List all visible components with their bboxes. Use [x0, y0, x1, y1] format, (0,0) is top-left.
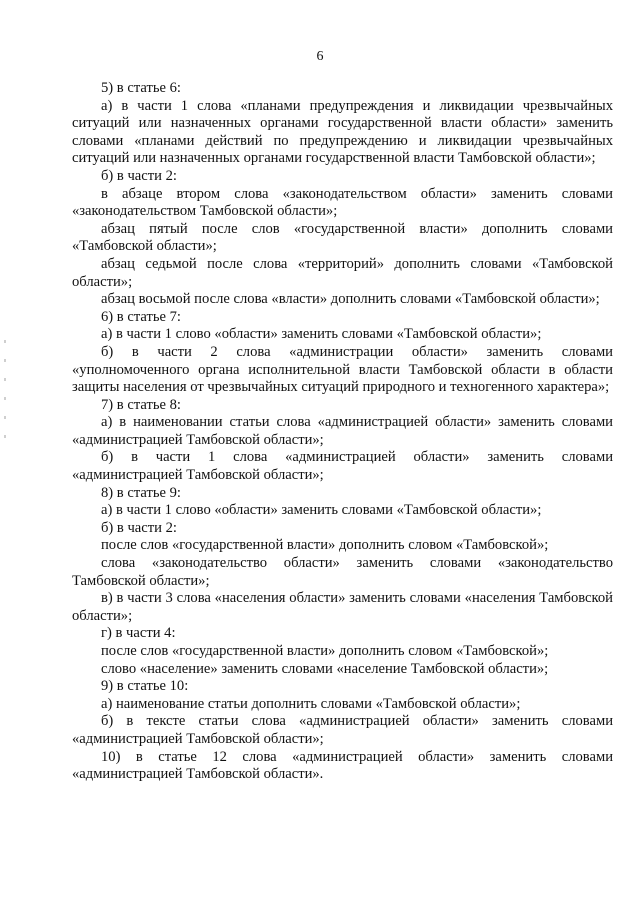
paragraph: б) в части 2:: [101, 519, 177, 536]
paragraph: слова «законодательство области» заменить словами «законодательство Тамбовской области»;: [72, 555, 613, 589]
paragraph: после слов «государственной власти» дополнить словом «Тамбовской»;: [101, 643, 549, 659]
paragraph: абзац седьмой после слова «территорий» дополнить словами «Тамбовской области»;: [72, 255, 613, 290]
paragraph: г) в части 4:: [101, 625, 176, 642]
paragraph: б) в части 2 слова «администрации области» заменить словами «уполномоченного органа исполнительной власти Тамбовской области в области защиты населения от чрезвычайных ситуаций природного и техногенного характера»;: [72, 343, 613, 396]
paragraph: 7) в статье 8:: [101, 396, 181, 413]
scan-mark: [4, 416, 6, 419]
scan-mark: [4, 435, 6, 438]
paragraph: в абзаце втором слова «законодательством области» заменить словами «законодательством Тамбовской области»;: [72, 185, 613, 220]
paragraph: в) в части 3 слова «населения области» заменить словами «населения Тамбовской области»;: [72, 590, 613, 624]
paragraph: а) в наименовании статьи слова «администрацией области» заменить словами «администрацией Тамбовской области»;: [72, 414, 613, 448]
paragraph: 9) в статье 10:: [101, 678, 189, 695]
paragraph: слово «население» заменить словами «население Тамбовской области»;: [101, 660, 549, 677]
paragraph: 10) в статье 12 слова «администрацией области» заменить словами «администрацией Тамбовской области».: [72, 748, 613, 783]
paragraph: после слов «государственной власти» дополнить словом «Тамбовской»;: [101, 537, 549, 554]
paragraph: 6) в статье 7:: [101, 308, 181, 325]
paragraph: 8) в статье 9:: [101, 484, 181, 501]
paragraph: абзац восьмой после слова «власти» дополнить словами «Тамбовской области»;: [101, 291, 600, 308]
paragraph: а) наименование статьи дополнить словами «Тамбовской области»;: [101, 695, 521, 712]
scan-mark: [4, 397, 6, 400]
paragraph: а) в части 1 слова «планами предупреждения и ликвидации чрезвычайных ситуаций или назначенных органами государственной власти области» заменить словами «планами действий по предупреждению и ликвидации чрезвычайных ситуаций или назначенных органами государственной власти Тамбовской области»;: [72, 97, 613, 167]
scan-mark: [4, 378, 6, 381]
scan-mark: [4, 340, 6, 343]
paragraph: б) в тексте статьи слова «администрацией области» заменить словами «администрацией Тамбовской области»;: [72, 713, 613, 747]
margin-scan-marks: [4, 340, 8, 480]
page-number: 6: [316, 49, 324, 64]
paragraph: 5) в статье 6:: [101, 80, 181, 96]
paragraph: а) в части 1 слово «области» заменить словами «Тамбовской области»;: [101, 326, 542, 343]
scan-mark: [4, 359, 6, 362]
paragraph: б) в части 2:: [101, 167, 177, 184]
paragraph: б) в части 1 слова «администрацией области» заменить словами «администрацией Тамбовской области»;: [72, 449, 613, 484]
paragraph: абзац пятый после слов «государственной власти» дополнить словами «Тамбовской области»;: [72, 220, 613, 255]
document-body: [72, 80, 613, 784]
paragraph: а) в части 1 слово «области» заменить словами «Тамбовской области»;: [101, 502, 542, 519]
